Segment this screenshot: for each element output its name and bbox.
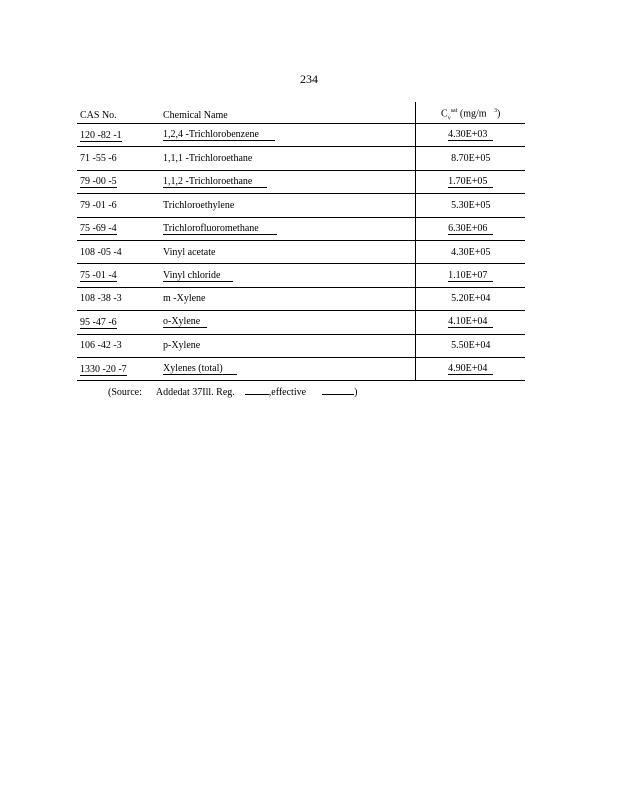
concentration-value: 1.10E+07 bbox=[448, 270, 493, 282]
source-blank-effective bbox=[322, 386, 354, 395]
chemical-name: o-Xylene bbox=[163, 316, 207, 328]
chemical-name: 1,1,1 -Trichloroethane bbox=[162, 153, 253, 165]
header-cas: CAS No. bbox=[77, 102, 160, 124]
chemical-name: Xylenes (total) bbox=[163, 363, 237, 375]
table-row bbox=[77, 124, 525, 147]
source-blank-date bbox=[245, 386, 269, 395]
header-unit: (mg/m bbox=[459, 108, 487, 119]
cas-number: 120 -82 -1 bbox=[80, 129, 122, 141]
chemical-name: Trichloroethylene bbox=[162, 199, 235, 211]
concentration-value: 1.70E+05 bbox=[448, 176, 493, 188]
table-row bbox=[77, 240, 525, 263]
chemical-name: Vinyl chloride bbox=[163, 270, 233, 282]
cas-number: 108 -05 -4 bbox=[80, 246, 122, 258]
source-note bbox=[108, 386, 357, 398]
cas-number: 75 -01 -4 bbox=[80, 270, 117, 282]
table-row bbox=[77, 287, 525, 310]
header-sup: sat bbox=[450, 107, 458, 114]
chemical-name: 1,2,4 -Trichlorobenzene bbox=[163, 129, 275, 141]
source-close: ) bbox=[354, 387, 358, 398]
header-c: C bbox=[441, 108, 448, 119]
concentration-value: 4.30E+05 bbox=[451, 246, 491, 258]
header-chemical-name: Chemical Name bbox=[160, 102, 416, 124]
table-row bbox=[77, 311, 525, 334]
header-concentration bbox=[416, 102, 525, 124]
cas-number: 106 -42 -3 bbox=[80, 340, 122, 352]
table-row bbox=[77, 334, 525, 357]
chemical-name: p-Xylene bbox=[162, 340, 201, 352]
cas-number: 1330 -20 -7 bbox=[80, 363, 127, 375]
source-open: (Source: bbox=[108, 387, 142, 398]
table-row bbox=[77, 194, 525, 217]
table-row bbox=[77, 170, 525, 193]
cas-number: 75 -69 -4 bbox=[80, 223, 117, 235]
concentration-value: 5.20E+04 bbox=[451, 293, 491, 305]
chemical-name: Vinyl acetate bbox=[162, 246, 216, 258]
chemical-table bbox=[77, 102, 525, 381]
concentration-value: 4.90E+04 bbox=[448, 363, 493, 375]
concentration-value: 6.30E+06 bbox=[448, 223, 493, 235]
chemical-name: 1,1,2 -Trichloroethane bbox=[163, 176, 267, 188]
table-row bbox=[77, 147, 525, 170]
header-sub: v bbox=[447, 115, 451, 121]
header-close: ) bbox=[497, 108, 501, 119]
cas-number: 79 -00 -5 bbox=[80, 176, 117, 188]
table-row bbox=[77, 264, 525, 287]
table-row bbox=[77, 357, 525, 380]
cas-number: 71 -55 -6 bbox=[80, 153, 117, 165]
cas-number: 95 -47 -6 bbox=[80, 316, 117, 328]
page-number: 234 bbox=[300, 72, 318, 86]
cas-number: 108 -38 -3 bbox=[80, 293, 122, 305]
concentration-value: 4.10E+04 bbox=[448, 316, 493, 328]
chemical-name: Trichlorofluoromethane bbox=[163, 223, 277, 235]
source-text: Addedat 37Ill. Reg. bbox=[155, 387, 235, 398]
source-effective: ,effective bbox=[268, 387, 307, 398]
table-header-row bbox=[77, 102, 525, 124]
table-row bbox=[77, 217, 525, 240]
concentration-value: 8.70E+05 bbox=[451, 153, 491, 165]
concentration-value: 5.30E+05 bbox=[451, 199, 491, 211]
chemical-name: m -Xylene bbox=[162, 293, 206, 305]
concentration-value: 4.30E+03 bbox=[448, 129, 493, 141]
concentration-value: 5.50E+04 bbox=[451, 340, 491, 352]
cas-number: 79 -01 -6 bbox=[80, 199, 117, 211]
header-exp: 3 bbox=[494, 107, 498, 114]
